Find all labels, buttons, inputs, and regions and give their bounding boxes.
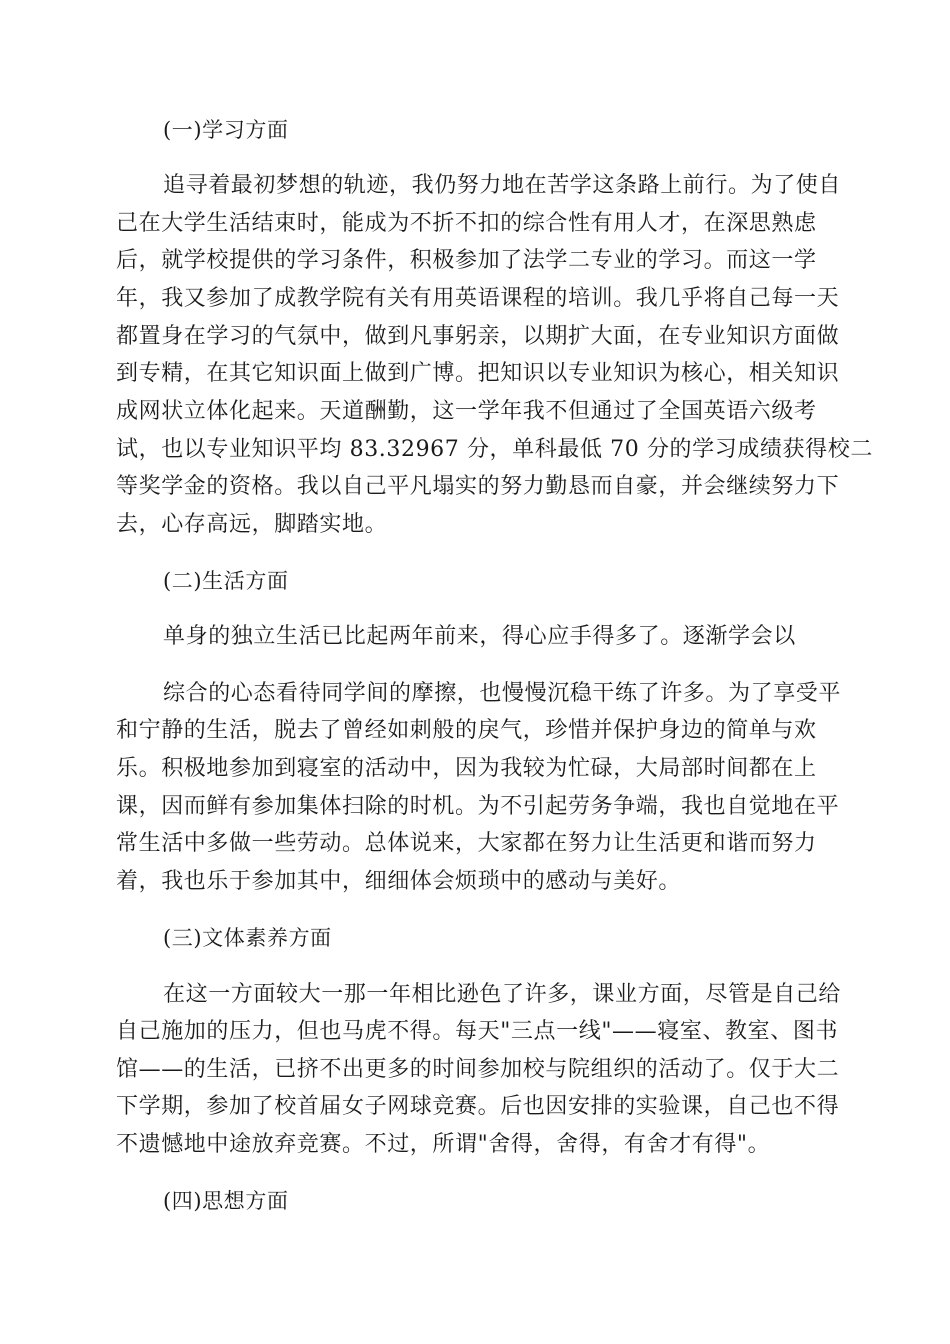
paragraph-line: 馆——的生活，已挤不出更多的时间参加校与院组织的活动了。仅于大二 [116, 1057, 840, 1082]
paragraph-line: 自己施加的压力，但也马虎不得。每天"三点一线"——寝室、教室、图书 [116, 1019, 839, 1044]
paragraph-line: 单身的独立生活已比起两年前来，得心应手得多了。逐渐学会以 [163, 624, 796, 649]
paragraph-line: 和宁静的生活，脱去了曾经如刺般的戾气，珍惜并保护身边的简单与欢 [116, 718, 817, 743]
paragraph-line: 下学期，参加了校首届女子网球竞赛。后也因安排的实验课，自己也不得 [116, 1094, 840, 1119]
paragraph-line: 综合的心态看待同学间的摩擦，也慢慢沉稳干练了许多。为了享受平 [163, 681, 842, 706]
paragraph-line: 课，因而鲜有参加集体扫除的时机。为不引起劳务争端，我也自觉地在平 [116, 794, 840, 819]
paragraph-line: 追寻着最初梦想的轨迹，我仍努力地在苦学这条路上前行。为了使自 [163, 173, 842, 198]
paragraph-line: 等奖学金的资格。我以自己平凡塌实的努力勤恳而自豪，并会继续努力下 [116, 474, 840, 499]
paragraph-line: 不遗憾地中途放弃竞赛。不过，所谓"舍得，舍得，有舍才有得"。 [116, 1132, 771, 1157]
paragraph-line: 在这一方面较大一那一年相比逊色了许多，课业方面，尽管是自己给 [163, 982, 842, 1007]
section-heading-thought: (四)思想方面 [163, 1189, 289, 1213]
section-heading-study: (一)学习方面 [163, 118, 289, 142]
section-heading-culture-sports: (三)文体素养方面 [163, 926, 332, 950]
paragraph-line: 试，也以专业知识平均 83.32967 分，单科最低 70 分的学习成绩获得校二 [116, 437, 873, 462]
paragraph-line: 着，我也乐于参加其中，细细体会烦琐中的感动与美好。 [116, 869, 682, 894]
paragraph-line: 乐。积极地参加到寝室的活动中，因为我较为忙碌，大局部时间都在上 [116, 756, 817, 781]
paragraph-line: 到专精，在其它知识面上做到广博。把知识以专业知识为核心，相关知识 [116, 361, 840, 386]
section-heading-life: (二)生活方面 [163, 569, 289, 593]
paragraph-line: 常生活中多做一些劳动。总体说来，大家都在努力让生活更和谐而努力 [116, 831, 817, 856]
paragraph-line: 后，就学校提供的学习条件，积极参加了法学二专业的学习。而这一学 [116, 248, 817, 273]
paragraph-line: 成网状立体化起来。天道酬勤，这一学年我不但通过了全国英语六级考 [116, 399, 817, 424]
paragraph-line: 都置身在学习的气氛中，做到凡事躬亲，以期扩大面，在专业知识方面做 [116, 324, 840, 349]
paragraph-line: 己在大学生活结束时，能成为不折不扣的综合性有用人才，在深思熟虑 [116, 211, 817, 236]
paragraph-line: 去，心存高远，脚踏实地。 [116, 512, 388, 537]
paragraph-line: 年，我又参加了成教学院有关有用英语课程的培训。我几乎将自己每一天 [116, 286, 840, 311]
